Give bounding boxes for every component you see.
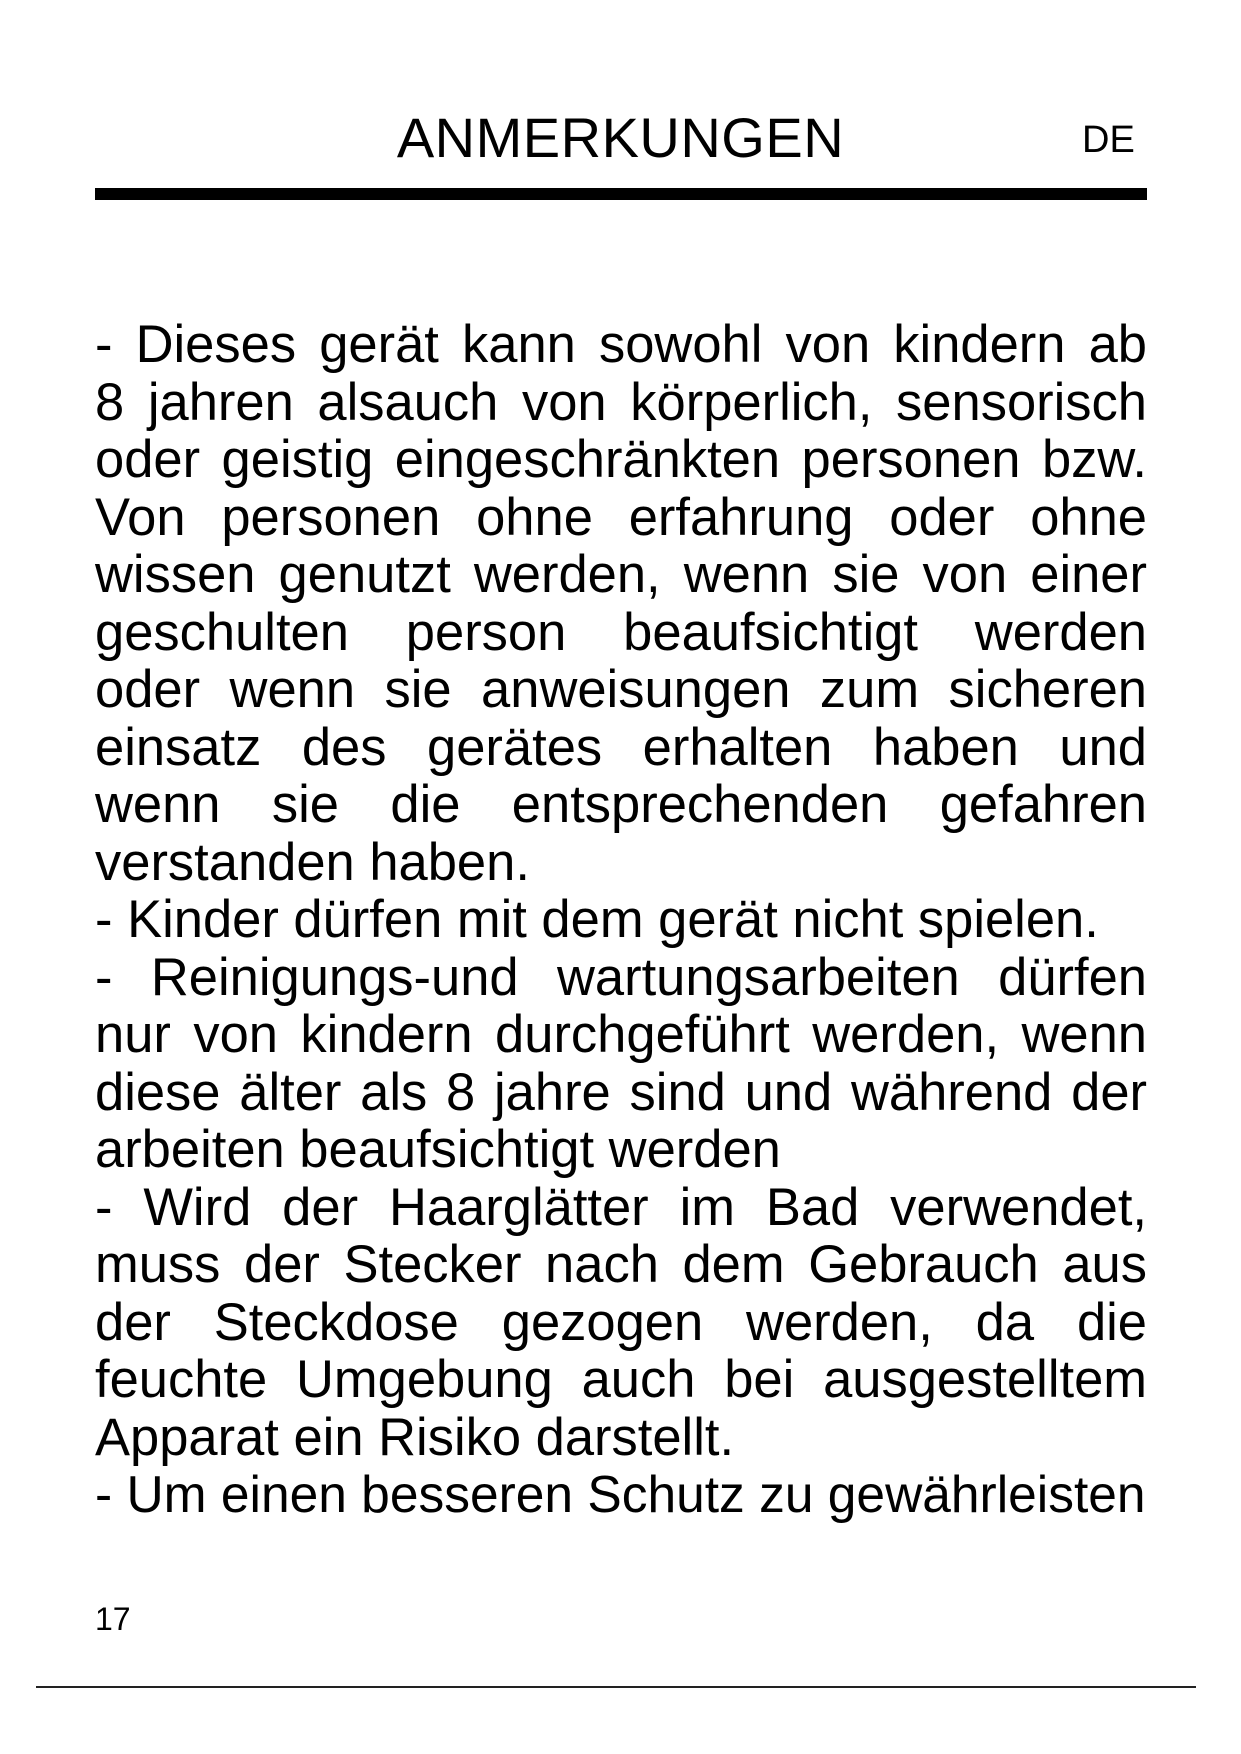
text-line: - Dieses gerät kann sowohl von kindern ab — [95, 315, 1147, 374]
text-line: verstanden haben. — [95, 832, 530, 892]
header-divider — [95, 188, 1147, 200]
text-line: Apparat ein Risiko darstellt. — [95, 1407, 735, 1467]
text-line: - Reinigungs-und wartungsarbeiten dürfen — [95, 947, 1147, 1007]
text-line: - Wird der Haarglätter im Bad verwendet, — [95, 1177, 1147, 1237]
text-line: - Um einen besseren Schutz zu gewährleisten — [95, 1465, 1146, 1523]
footer-divider — [36, 1686, 1196, 1688]
text-line: feuchte Umgebung auch bei ausgestelltem — [95, 1350, 1147, 1409]
text-line: nur von kindern durchgeführt werden, wenn — [95, 1005, 1147, 1064]
text-line: wissen genutzt werden, wenn sie von einer — [95, 545, 1147, 604]
page-number: 17 — [95, 1601, 131, 1637]
text-line: - Kinder dürfen mit dem gerät nicht spielen. — [95, 890, 1099, 949]
text-line: wenn sie die entsprechenden gefahren — [95, 775, 1147, 834]
text-line: geschulten person beaufsichtigt werden — [95, 602, 1147, 662]
notes-body — [95, 316, 1147, 1524]
text-line: arbeiten beaufsichtigt werden — [95, 1120, 781, 1179]
text-line: oder geistig eingeschränkten personen bzw. — [95, 430, 1147, 489]
text-line: 8 jahren alsauch von körperlich, sensorisch — [95, 372, 1147, 432]
text-line: oder wenn sie anweisungen zum sicheren — [95, 660, 1147, 719]
text-line: Von personen ohne erfahrung oder ohne — [95, 487, 1147, 547]
page-title: ANMERKUNGEN — [396, 106, 845, 169]
text-line: der Steckdose gezogen werden, da die — [95, 1292, 1147, 1352]
text-line: muss der Stecker nach dem Gebrauch aus — [95, 1235, 1147, 1294]
text-line: einsatz des gerätes erhalten haben und — [95, 717, 1147, 777]
text-line: diese älter als 8 jahre sind und während der — [95, 1062, 1147, 1122]
language-code: DE — [1082, 119, 1135, 161]
